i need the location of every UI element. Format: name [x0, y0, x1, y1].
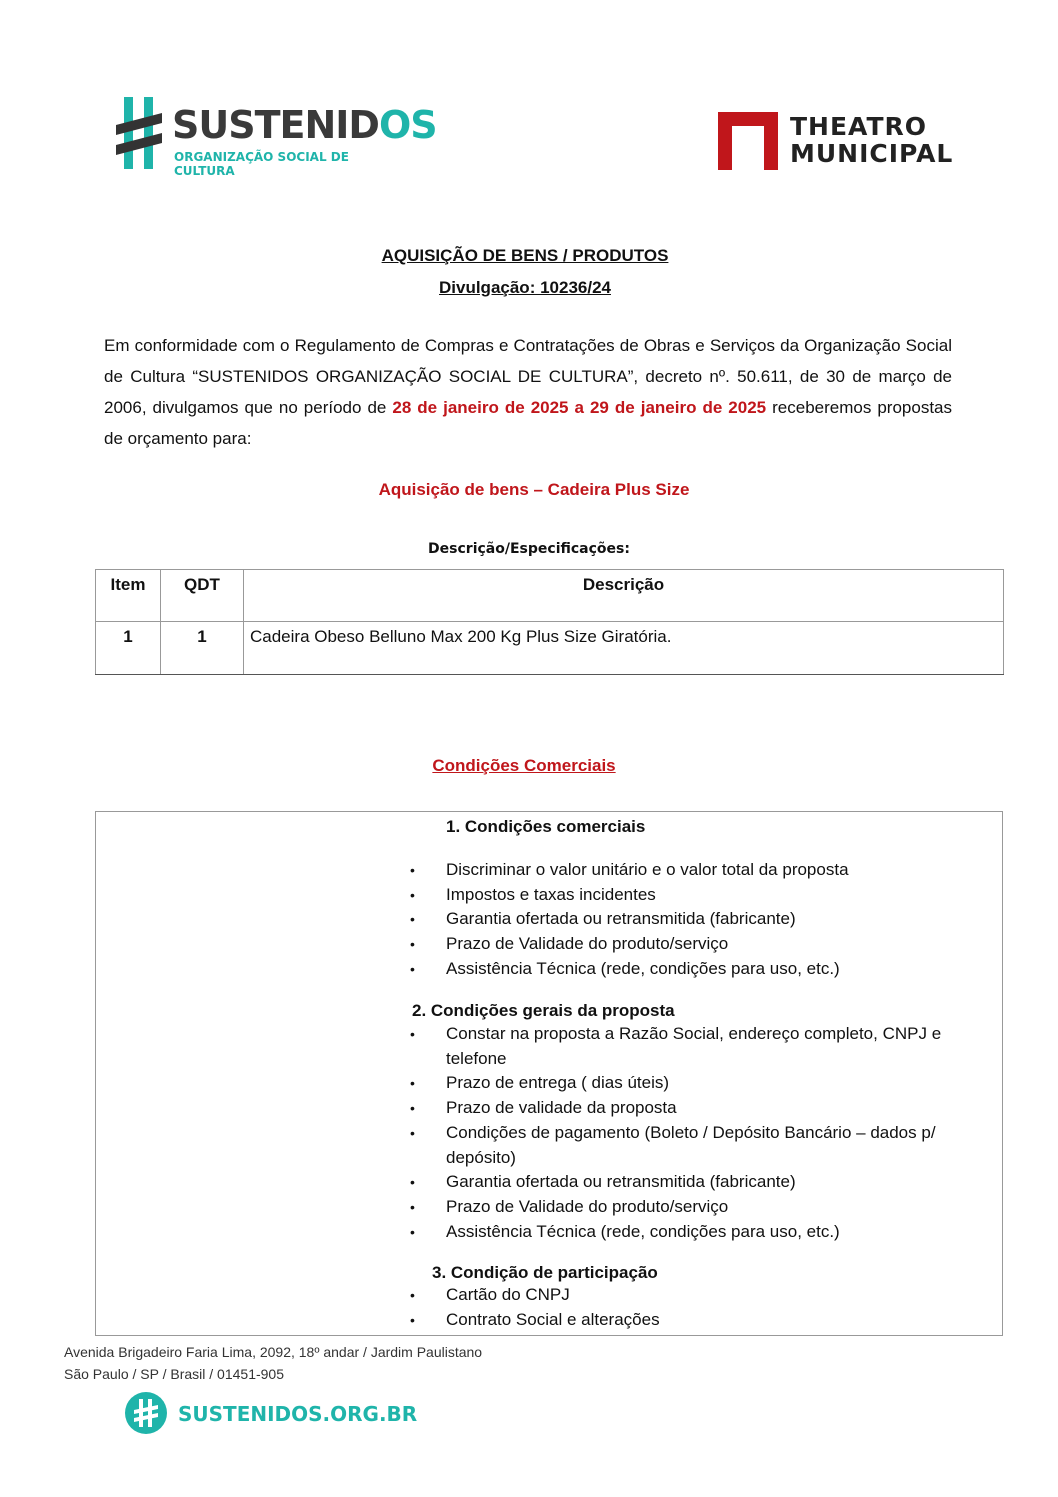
- intro-text-1: Em conformidade com o Regulamento de Compras e Contratações de Obras e Serviços da Organização Social de Cultura “SUSTENIDOS ORGANIZAÇÃO SOCIAL DE CULTURA”, decreto nº. 50.611, de 30 de março de 2006, divulgamos que no período de: [104, 336, 952, 417]
- items-table: [95, 569, 1004, 675]
- list-item: • Garantia ofertada ou retransmitida (fabricante): [410, 1170, 970, 1195]
- intro-paragraph: [104, 330, 952, 454]
- list-item: • Prazo de Validade do produto/serviço: [410, 1195, 970, 1220]
- list-item: • Prazo de Validade do produto/serviço: [410, 932, 970, 957]
- footer-address-line2: São Paulo / SP / Brasil / 01451-905: [64, 1366, 284, 1382]
- document-reference: Divulgação: 10236/24: [439, 278, 611, 297]
- section-1-list: [410, 858, 970, 982]
- intro-period: 28 de janeiro de 2025 a 29 de janeiro de 2025: [392, 398, 767, 417]
- list-item: • Condições de pagamento (Boleto / Depósito Bancário – dados p/ depósito): [410, 1121, 970, 1170]
- cell-qty: 1: [161, 622, 244, 675]
- footer-logo: [125, 1392, 418, 1436]
- list-item: • Discriminar o valor unitário e o valor total da proposta: [410, 858, 970, 883]
- section-3-heading: 3. Condição de participação: [432, 1263, 658, 1282]
- intro-text-2: receberemos propostas de orçamento para:: [104, 398, 952, 448]
- list-item: • Constar na proposta a Razão Social, endereço completo, CNPJ e telefone: [410, 1022, 970, 1071]
- items-table-header: [96, 570, 1004, 622]
- cell-item: 1: [96, 622, 161, 675]
- header-item: Item: [96, 570, 161, 622]
- footer-address-line1: Avenida Brigadeiro Faria Lima, 2092, 18º andar / Jardim Paulistano: [64, 1344, 483, 1360]
- cell-description: Cadeira Obeso Belluno Max 200 Kg Plus Size Giratória.: [244, 622, 1004, 675]
- list-item: • Garantia ofertada ou retransmitida (fabricante): [410, 907, 970, 932]
- list-item: • Prazo de validade da proposta: [410, 1096, 970, 1121]
- footer-hash-icon: [125, 1392, 167, 1434]
- list-item: • Contrato Social e alterações: [410, 1308, 970, 1333]
- section-2-heading: 2. Condições gerais da proposta: [412, 1001, 675, 1020]
- theatro-logo-line2: MUNICIPAL: [790, 139, 954, 168]
- theatro-arch-icon: [716, 108, 780, 172]
- theatro-logo-line1: THEATRO: [790, 112, 928, 141]
- table-row: [96, 622, 1004, 675]
- theatro-municipal-logo: [716, 108, 956, 172]
- section-1-heading: 1. Condições comerciais: [446, 817, 646, 836]
- header-qty: QDT: [161, 570, 244, 622]
- document-title: AQUISIÇÃO DE BENS / PRODUTOS: [381, 246, 669, 265]
- list-item: • Assistência Técnica (rede, condições para uso, etc.): [410, 957, 970, 982]
- sustenidos-logo: [116, 95, 437, 178]
- list-item: • Cartão do CNPJ: [410, 1283, 970, 1308]
- list-item: • Prazo de entrega ( dias úteis): [410, 1071, 970, 1096]
- conditions-title: Condições Comerciais: [432, 756, 616, 775]
- description-label: Descrição/Especificações:: [428, 541, 630, 557]
- list-item: • Impostos e taxas incidentes: [410, 883, 970, 908]
- sustenidos-hash-icon: [116, 95, 164, 171]
- footer-website: SUSTENIDOS.ORG.BR: [178, 1402, 418, 1426]
- section-3-list: [410, 1283, 970, 1332]
- subject-heading: Aquisição de bens – Cadeira Plus Size: [378, 480, 690, 499]
- header-description: Descrição: [244, 570, 1004, 622]
- section-2-list: [410, 1022, 970, 1244]
- sustenidos-logo-subtitle: ORGANIZAÇÃO SOCIAL DE CULTURA: [174, 150, 349, 178]
- sustenidos-logo-wordmark: SUSTENIDOS: [172, 103, 437, 147]
- list-item: • Assistência Técnica (rede, condições para uso, etc.): [410, 1220, 970, 1245]
